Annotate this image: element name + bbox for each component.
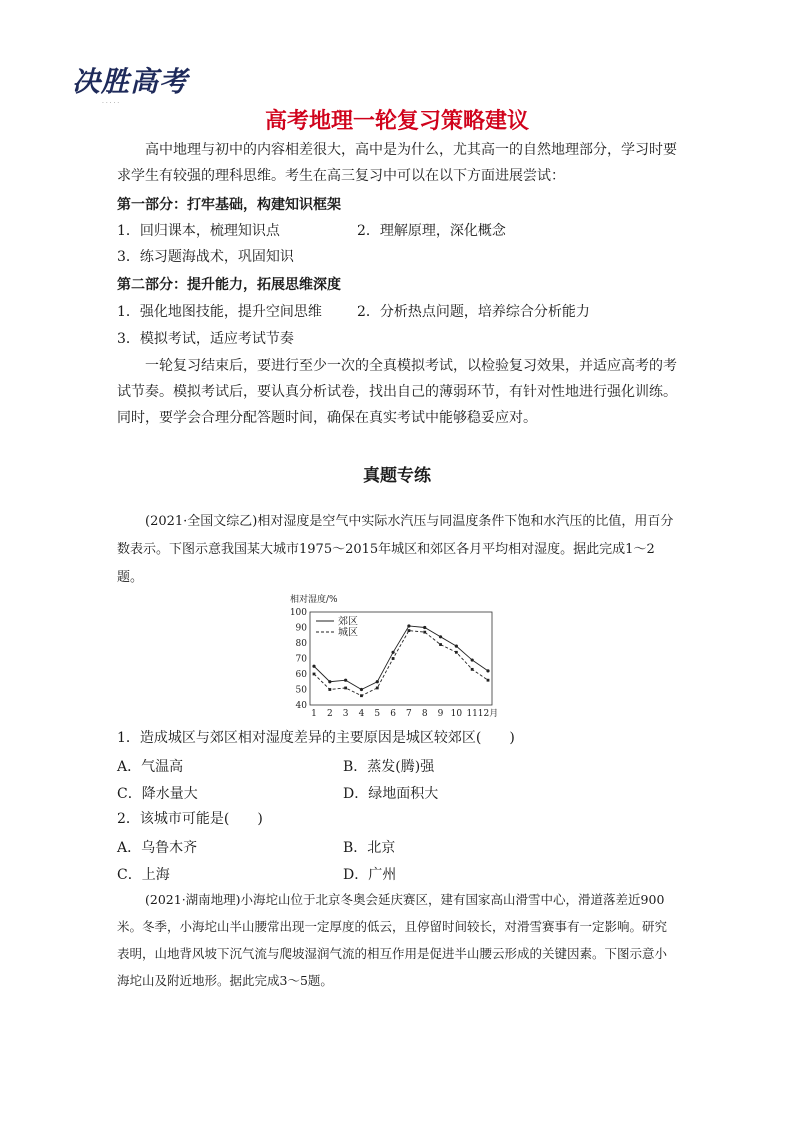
chart-point	[423, 626, 426, 629]
chart-x-tick-label: 4	[358, 709, 365, 719]
chart-y-tick-label: 50	[295, 685, 307, 696]
question-intro-1: (2021·全国文综乙)相对湿度是空气中实际水汽压与同温度条件下饱和水汽压的比值，用百分数表示。下图示意我国某大城市1975～2015年城区和郊区各月平均相对湿度。据此完成1～2题。	[117, 514, 674, 585]
chart-y-tick-label: 70	[295, 654, 307, 665]
q2-option-d: D．广州	[343, 867, 397, 883]
logo-subtitle: · · · · ·	[102, 100, 120, 107]
part1-item-2: 2．理解原理，深化概念	[357, 223, 506, 239]
chart-y-tick-label: 80	[295, 639, 307, 649]
chart-x-tick-label: 2	[326, 709, 333, 719]
q1-option-c: C．降水量大	[117, 786, 198, 802]
chart-point	[328, 680, 331, 683]
part2-item-2: 2．分析热点问题，培养综合分析能力	[357, 304, 590, 320]
part2-item-1: 1．强化地图技能，提升空间思维	[117, 304, 322, 320]
chart-x-tick-label: 6	[390, 709, 396, 719]
q1-option-b: B．蒸发(腾)强	[343, 759, 435, 775]
chart-y-tick-label: 100	[289, 608, 307, 618]
part1-row1	[117, 218, 679, 244]
chart-point	[376, 687, 379, 690]
chart-point	[486, 669, 489, 672]
chart-y-axis-label: 相对湿度/%	[290, 595, 338, 605]
chart-point	[313, 673, 316, 676]
part1-item-3: 3．练习题海战术，巩固知识	[117, 249, 294, 265]
chart-y-tick-label: 90	[295, 623, 307, 634]
chart-y-tick-label: 60	[295, 670, 307, 680]
chart-point	[439, 643, 442, 646]
chart-point	[344, 679, 347, 682]
logo-text: 决胜高考	[72, 65, 189, 98]
q2-option-b: B．北京	[343, 840, 396, 856]
q2-option-c: C．上海	[117, 867, 170, 883]
chart-x-tick-label: 11	[466, 709, 478, 719]
chart-point	[407, 624, 410, 627]
chart-point	[392, 657, 395, 660]
section-title: 真题专练	[363, 466, 431, 486]
chart-point	[423, 631, 426, 634]
chart-point	[408, 629, 411, 632]
chart-x-tick-label: 7	[406, 709, 412, 719]
chart-point	[455, 645, 458, 648]
page-title: 高考地理一轮复习策略建议	[264, 109, 529, 134]
chart-point	[471, 668, 474, 671]
chart-x-tick-label: 1	[311, 709, 317, 719]
part2-row1	[117, 299, 679, 325]
question-intro-2: (2021·湖南地理)小海坨山位于北京冬奥会延庆赛区，建有国家高山滑雪中心，滑道落差近900米。冬季，小海坨山半山腰常出现一定厚度的低云，且停留时间较长，对滑雪赛事有一定影响。研究表明，山地背风坡下沉气流与爬坡湿润气流的相互作用是促进半山腰云形成的关键因素。下图示意小海坨山及附近地形。据此完成3～5题。	[117, 892, 668, 988]
chart-point	[487, 679, 490, 682]
chart-series-line	[314, 631, 488, 696]
q2-stem: 2．该城市可能是( )	[117, 811, 263, 827]
part2-heading: 第二部分：提升能力，拓展思维深度	[117, 277, 341, 293]
q1-stem: 1．造成城区与郊区相对湿度差异的主要原因是城区较郊区( )	[117, 730, 515, 746]
humidity-chart	[286, 590, 516, 720]
q1-option-d: D．绿地面积大	[343, 786, 439, 802]
chart-point	[391, 651, 394, 654]
chart-point	[360, 694, 363, 697]
chart-x-tick-label: 8	[421, 709, 428, 719]
chart-point	[376, 680, 379, 683]
part1-heading: 第一部分：打牢基础，构建知识框架	[117, 197, 341, 213]
chart-point	[360, 688, 363, 691]
q1-option-a: A．气温高	[117, 759, 184, 775]
chart-y-tick-label: 40	[295, 701, 307, 711]
part1-item-1: 1．回归课本，梳理知识点	[117, 223, 280, 239]
chart-point	[471, 658, 474, 661]
chart-x-tick-label: 10	[450, 709, 463, 719]
chart-legend-label: 城区	[338, 627, 358, 639]
q2-option-a: A．乌鲁木齐	[117, 840, 198, 856]
chart-point	[312, 665, 315, 668]
chart-point	[328, 688, 331, 691]
chart-point	[439, 635, 442, 638]
chart-x-tick-label: 9	[437, 709, 444, 719]
chart-x-tick-label: 5	[374, 709, 381, 719]
part2-item-3: 3．模拟考试，适应考试节奏	[117, 331, 294, 347]
review-paragraph: 一轮复习结束后，要进行至少一次的全真模拟考试，以检验复习效果，并适应高考的考试节奏。模拟考试后，要认真分析试卷，找出自己的薄弱环节，有针对性地进行强化训练。同时，要学会合理分配答题时间，确保在真实考试中能够稳妥应对。	[117, 358, 677, 426]
chart-x-tick-label: 3	[342, 709, 349, 719]
chart-x-tick-label: 12月	[477, 709, 499, 719]
intro-paragraph: 高中地理与初中的内容相差很大，高中是为什么，尤其高一的自然地理部分，学习时要求学生有较强的理科思维。考生在高三复习中可以在以下方面进展尝试：	[117, 142, 677, 184]
chart-point	[344, 687, 347, 690]
chart-legend-label: 郊区	[338, 616, 358, 628]
chart-point	[455, 651, 458, 654]
